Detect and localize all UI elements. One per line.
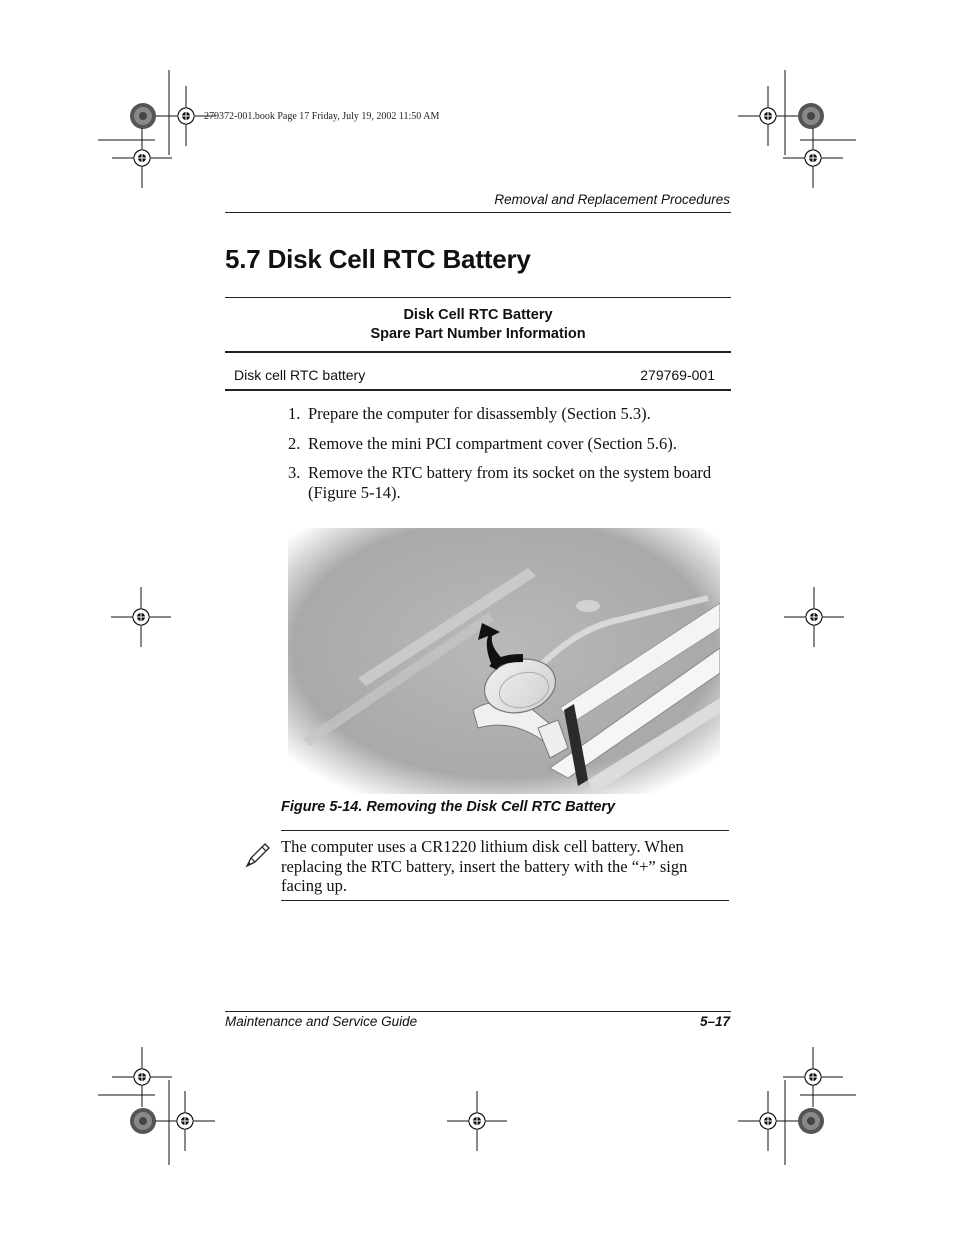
running-header: Removal and Replacement Procedures	[494, 192, 730, 207]
step-text: Prepare the computer for disassembly (Section 5.3).	[308, 404, 651, 423]
step-item	[288, 434, 733, 454]
spec-table-top-rule	[225, 297, 731, 298]
spec-row-label: Disk cell RTC battery	[234, 367, 366, 383]
spec-row-part-number: 279769-001	[640, 367, 715, 383]
step-text: Remove the mini PCI compartment cover (Section 5.6).	[308, 433, 677, 453]
printer-slug-line: 279372-001.book Page 17 Friday, July 19, 2002 11:50 AM	[204, 111, 440, 122]
note-text: The computer uses a CR1220 lithium disk cell battery. When replacing the RTC battery, insert the battery with the “+” sign facing up.	[281, 837, 688, 895]
note-bottom-rule	[281, 900, 729, 901]
note-top-rule	[281, 830, 729, 831]
spec-heading-line1: Disk Cell RTC Battery	[403, 307, 553, 323]
section-title: 5.7 Disk Cell RTC Battery	[225, 244, 531, 274]
header-rule	[225, 212, 731, 213]
step-item	[288, 404, 733, 424]
pencil-note-icon	[243, 840, 273, 870]
figure-rtc-battery-illustration	[288, 528, 720, 794]
step-text: Remove the RTC battery from its socket on the system board (Figure 5-14).	[308, 463, 712, 502]
step-number: 1.	[288, 404, 301, 423]
spec-heading-line2: Spare Part Number Information	[370, 326, 586, 342]
footer-page-number: 5–17	[699, 1014, 730, 1029]
figure-caption: Figure 5-14. Removing the Disk Cell RTC Battery	[281, 799, 616, 815]
step-number: 2.	[288, 433, 301, 453]
spec-table-heading	[225, 306, 731, 344]
spec-table-head-rule	[225, 351, 731, 353]
procedure-steps	[288, 404, 733, 513]
step-item	[288, 463, 733, 503]
spec-table-bottom-rule	[225, 389, 731, 391]
step-number: 3.	[288, 463, 301, 482]
footer-guide-title: Maintenance and Service Guide	[225, 1014, 418, 1029]
footer-rule	[225, 1011, 731, 1012]
